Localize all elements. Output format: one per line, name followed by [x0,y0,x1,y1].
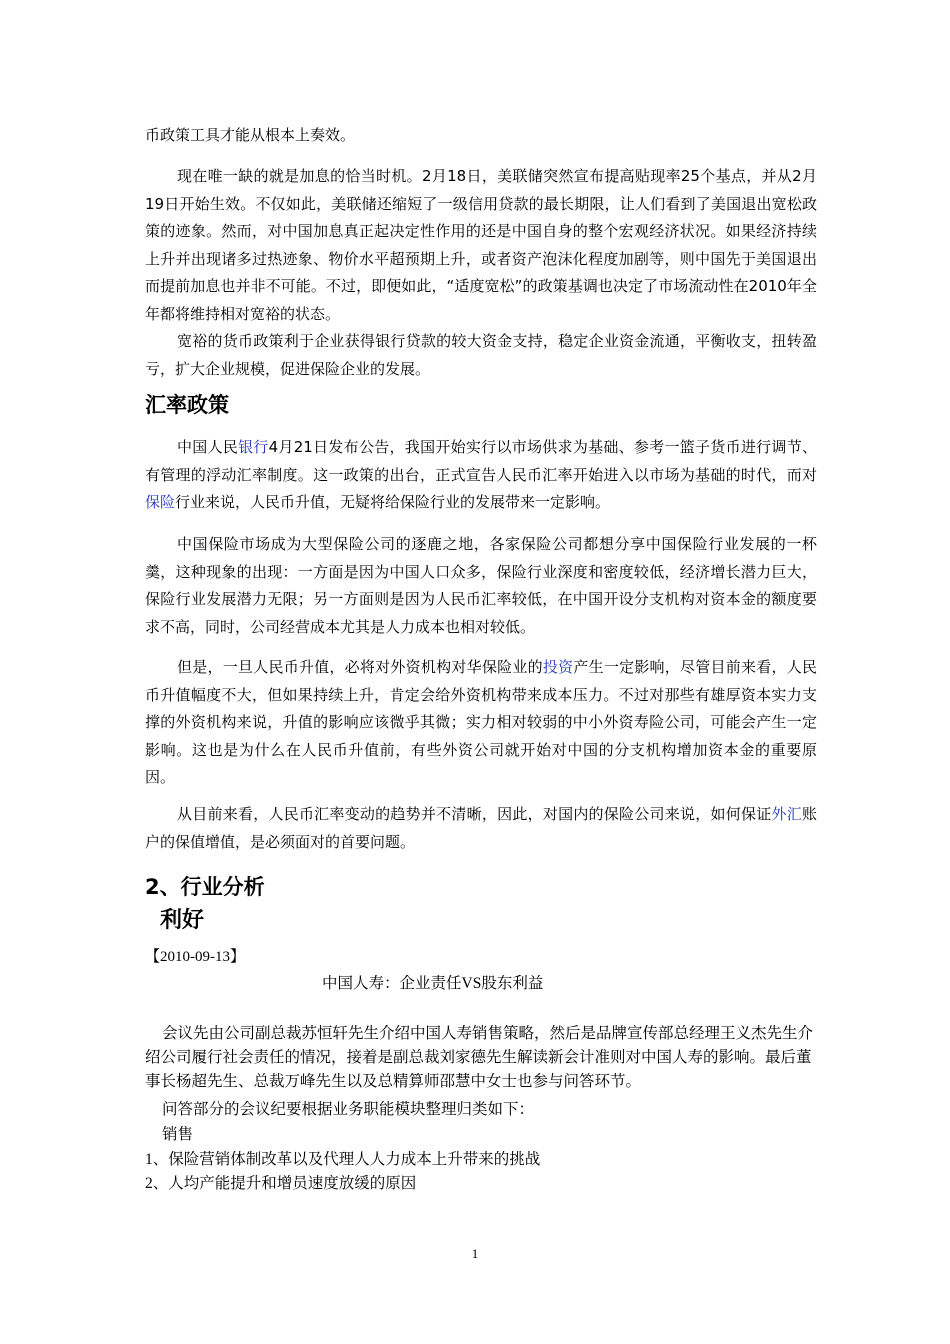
heading-industry-analysis: 2、行业分析 [145,875,265,899]
link-insurance[interactable]: 保险 [145,493,176,511]
paragraph-rmb-appreciation [145,654,817,792]
list-item: 1、保险营销体制改革以及代理人人力成本上升带来的挑战 [145,1151,541,1168]
article-title: 中国人寿：企业责任VS股东利益 [322,975,544,992]
text-span: 中国人民 [177,438,239,456]
text-span: 行业来说，人民币升值，无疑将给保险行业的发展带来一定影响。 [175,493,611,511]
text-span: 4月21日发布公告，我国开始实行以市场供求为基础、参考一篮子货币进行调节、有管理的浮动汇率制度。这一政策的出台，正式宣告人民币汇率开始进入以市场为基础的时代，而对 [145,438,817,484]
text-span: 产生一定影响，尽管目前来看，人民币升值幅度不大，但如果持续上升，肯定会给外资机构带来成本压力。不过对那些有雄厚资本实力支撑的外资机构来说，升值的影响应该微乎其微；实力相对较弱的中小外资寿险公司，可能会产生一定影响。这也是为什么在人民币升值前，有些外资公司就开始对中国的分支机构增加资本金的重要原因。 [145,658,817,786]
paragraph-exchange-reform [145,434,817,517]
link-bank[interactable]: 银行 [238,438,269,456]
page-number: 1 [471,1246,479,1261]
link-forex[interactable]: 外汇 [771,805,802,823]
section-sales: 销售 [162,1126,194,1143]
text-span: 但是，一旦人民币升值，必将对外资机构对华保险业的 [177,658,543,676]
list-item: 2、人均产能提升和增员速度放缓的原因 [145,1175,417,1192]
heading-exchange-rate-policy: 汇率政策 [145,393,229,417]
paragraph-qa-summary: 问答部分的会议纪要根据业务职能模块整理归类如下： [162,1101,535,1118]
text-span: 从目前来看，人民币汇率变动的趋势并不清晰，因此，对国内的保险公司来说，如何保证 [177,805,772,823]
paragraph-market-competition: 中国保险市场成为大型保险公司的逐鹿之地，各家保险公司都想分享中国保险行业发展的一杯羹，这种现象的出现：一方面是因为中国人口众多，保险行业深度和密度较低，经济增长潜力巨大，保险行业发展潜力无限；另一方面则是因为人民币汇率较低，在中国开设分支机构对资本金的额度要求不高，同时，公司经营成本尤其是人力成本也相对较低。 [145,535,817,636]
paragraph-meeting-intro: 会议先由公司副总裁苏恒轩先生介绍中国人寿销售策略，然后是品牌宣传部总经理王义杰先生介绍公司履行社会责任的情况，接着是副总裁刘家德先生解读新会计准则对中国人寿的影响。最后董事长杨超先生、总裁万峰先生以及总精算师邵慧中女士也参与问答环节。 [145,1025,814,1090]
paragraph-loose-policy: 宽裕的货币政策利于企业获得银行贷款的较大资金支持，稳定企业资金流通，平衡收支，扭转盈亏，扩大企业规模，促进保险企业的发展。 [145,332,817,378]
link-investment[interactable]: 投资 [542,658,574,676]
date-label: 【2010-09-13】 [145,949,245,965]
text-span: 账户的保值增值，是必须面对的首要问题。 [145,805,817,851]
heading-positive: 利好 [160,908,205,933]
paragraph-monetary-end: 币政策工具才能从根本上奏效。 [145,126,356,144]
paragraph-forex-account [145,801,817,856]
paragraph-rate-hike: 现在唯一缺的就是加息的恰当时机。2月18日，美联储突然宣布提高贴现率25个基点，并从2月19日开始生效。不仅如此，美联储还缩短了一级信用贷款的最长期限，让人们看到了美国退出宽松政策的迹象。然而，对中国加息真正起决定性作用的还是中国自身的整个宏观经济状况。如果经济持续上升并出现诸多过热迹象、物价水平超预期上升，或者资产泡沫化程度加剧等，则中国先于美国退出而提前加息也并非不可能。不过，即便如此，“适度宽松”的政策基调也决定了市场流动性在2010年全年都将维持相对宽裕的状态。 [145,167,817,323]
